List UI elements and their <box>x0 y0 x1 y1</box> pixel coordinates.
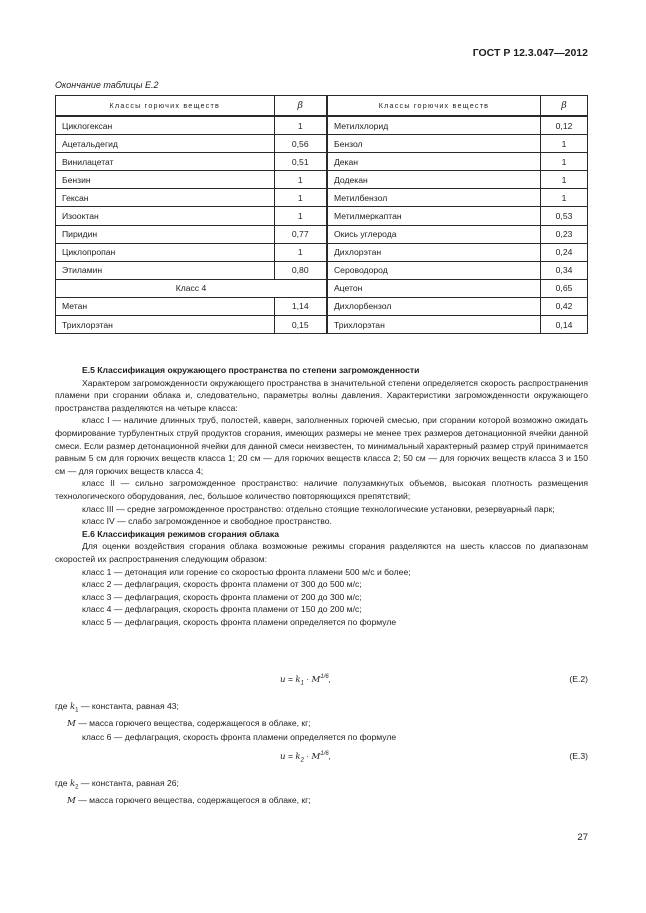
table-row <box>56 297 588 315</box>
paragraph: Характером загроможденности окружающего пространства в значительной степени определяется скорость распространения пламени при сгорании облака и, следовательно, параметры волны давления. Характеристики загроможденности окружающего пространства разделяются на четыре класса: <box>55 377 588 413</box>
right-substance: Сероводород <box>327 261 541 279</box>
section-e5-title: Е.5 Классификация окружающего пространства по степени загроможденности <box>82 365 420 375</box>
table-row <box>56 207 588 225</box>
left-substance: Пиридин <box>56 225 275 243</box>
legend-m: M — масса горючего вещества, содержащегося в облаке, кг; <box>67 718 311 730</box>
combustion-class-6: класс 6 — дефлаграция, скорость фронта пламени определяется по формуле <box>82 731 397 742</box>
right-substance: Додекан <box>327 171 541 189</box>
table-row <box>56 189 588 207</box>
table-row <box>56 116 588 135</box>
right-beta: 0,24 <box>541 243 588 261</box>
combustion-class-4: класс 4 — дефлаграция, скорость фронта пламени от 150 до 200 м/с; <box>82 604 362 615</box>
left-beta: 0,77 <box>274 225 327 243</box>
formula-e3-number: (Е.3) <box>569 751 588 761</box>
right-substance: Метилхлорид <box>327 116 541 135</box>
combustion-class-5: класс 5 — дефлаграция, скорость фронта пламени определяется по формуле <box>82 616 397 627</box>
right-beta: 0,12 <box>541 116 588 135</box>
formula-e3 <box>55 751 588 765</box>
header-beta-left: β <box>274 96 327 117</box>
left-substance: Циклогексан <box>56 116 275 135</box>
right-substance: Окись углерода <box>327 225 541 243</box>
space-class-3: класс III — средне загроможденное пространство: отдельно стоящие технологические установки, резервуарный парк; <box>82 503 555 514</box>
left-substance: Этиламин <box>56 261 275 279</box>
right-beta: 0,42 <box>541 297 588 315</box>
right-substance: Ацетон <box>327 279 541 297</box>
left-substance: Гексан <box>56 189 275 207</box>
right-substance: Метилбензол <box>327 189 541 207</box>
combustion-class-3: класс 3 — дефлаграция, скорость фронта пламени от 200 до 300 м/с; <box>82 591 362 602</box>
right-substance: Бензол <box>327 135 541 153</box>
combustion-class-2: класс 2 — дефлаграция, скорость фронта пламени от 300 до 500 м/с; <box>82 579 362 590</box>
space-class-4: класс IV — слабо загроможденное и свободное пространство. <box>82 516 332 527</box>
table-row <box>56 243 588 261</box>
table-caption: Окончание таблицы Е.2 <box>55 80 159 90</box>
table-row <box>56 153 588 171</box>
right-beta: 0,14 <box>541 316 588 334</box>
right-beta: 1 <box>541 135 588 153</box>
table-header-row <box>56 96 588 117</box>
right-substance: Дихлорбензол <box>327 297 541 315</box>
right-beta: 0,23 <box>541 225 588 243</box>
table-row <box>56 316 588 334</box>
right-beta: 0,34 <box>541 261 588 279</box>
document-header: ГОСТ Р 12.3.047—2012 <box>472 47 588 59</box>
left-substance: Циклопропан <box>56 243 275 261</box>
table-row <box>56 171 588 189</box>
formula-e2-number: (Е.2) <box>569 674 588 684</box>
right-substance: Декан <box>327 153 541 171</box>
space-class-1: класс I — наличие длинных труб, полостей, каверн, заполненных горючей смесью, при сгорании которой возможно ожидать формирование турбулентных струй продуктов сгорания, имеющих размеры не менее трех размеров детонационной ячейки данной смеси. Если размер детонационной ячейки для данной смеси неизвестен, то минимальный характерный размер струй принимается равным 5 см для горючих веществ класса 1; 20 см — для горючих веществ класса 2; 50 см — для горючих веществ класса 3 и 150 см — для горючих веществ класса 4; <box>55 415 588 476</box>
left-substance: Бензин <box>56 171 275 189</box>
paragraph: Для оценки воздействия сгорания облака возможные режимы сгорания разделяются на шесть классов по диапазонам скоростей их распространения следующим образом: <box>55 541 588 564</box>
legend-k2: где $k_2$ — константа, равная 26; <box>55 778 179 791</box>
left-beta: 0,80 <box>274 261 327 279</box>
page-number: 27 <box>577 832 588 843</box>
left-beta: 1 <box>274 116 327 135</box>
class-4-subheader: Класс 4 <box>56 279 327 297</box>
left-beta: 1 <box>274 171 327 189</box>
left-beta: 1 <box>274 243 327 261</box>
space-class-2: класс II — сильно загроможденное пространство: наличие полузамкнутых объемов, высокая плотность размещения технологического оборудования, лес, большое количество повторяющихся препятствий; <box>55 478 588 501</box>
left-substance: Трихлорэтан <box>56 316 275 334</box>
right-beta: 1 <box>541 171 588 189</box>
left-beta: 1 <box>274 207 327 225</box>
fuel-class-table <box>55 95 588 334</box>
right-substance: Дихлорэтан <box>327 243 541 261</box>
left-substance: Винилацетат <box>56 153 275 171</box>
table-row <box>56 135 588 153</box>
left-substance: Ацетальдегид <box>56 135 275 153</box>
legend-k1: где $k_1$ — константа, равная 43; <box>55 701 179 714</box>
right-beta: 0,53 <box>541 207 588 225</box>
left-beta: 0,15 <box>274 316 327 334</box>
formula-e2-legend <box>55 700 588 744</box>
table-row <box>56 279 588 297</box>
right-beta: 0,65 <box>541 279 588 297</box>
right-substance: Метилмеркаптан <box>327 207 541 225</box>
legend-m: M — масса горючего вещества, содержащегося в облаке, кг; <box>67 795 311 807</box>
formula-e2 <box>55 674 588 688</box>
left-substance: Метан <box>56 297 275 315</box>
right-substance: Трихлорэтан <box>327 316 541 334</box>
left-beta: 1 <box>274 189 327 207</box>
table-row <box>56 225 588 243</box>
right-beta: 1 <box>541 189 588 207</box>
formula-e3-legend <box>55 777 588 808</box>
section-e6-title: Е.6 Классификация режимов сгорания облака <box>82 528 279 539</box>
left-beta: 0,51 <box>274 153 327 171</box>
header-class-right: Классы горючих веществ <box>327 96 541 117</box>
left-beta: 1,14 <box>274 297 327 315</box>
right-beta: 1 <box>541 153 588 171</box>
formula-e2-expression: $u = k_1 \cdot M^{1/6}$, <box>280 674 332 687</box>
section-e5 <box>55 364 588 628</box>
header-beta-right: β <box>541 96 588 117</box>
formula-e3-expression: $u = k_2 \cdot M^{1/6}$, <box>280 751 332 764</box>
table-row <box>56 261 588 279</box>
left-substance: Изооктан <box>56 207 275 225</box>
header-class-left: Классы горючих веществ <box>56 96 275 117</box>
left-beta: 0,56 <box>274 135 327 153</box>
combustion-class-1: класс 1 — детонация или горение со скоростью фронта пламени 500 м/с и более; <box>82 566 411 577</box>
